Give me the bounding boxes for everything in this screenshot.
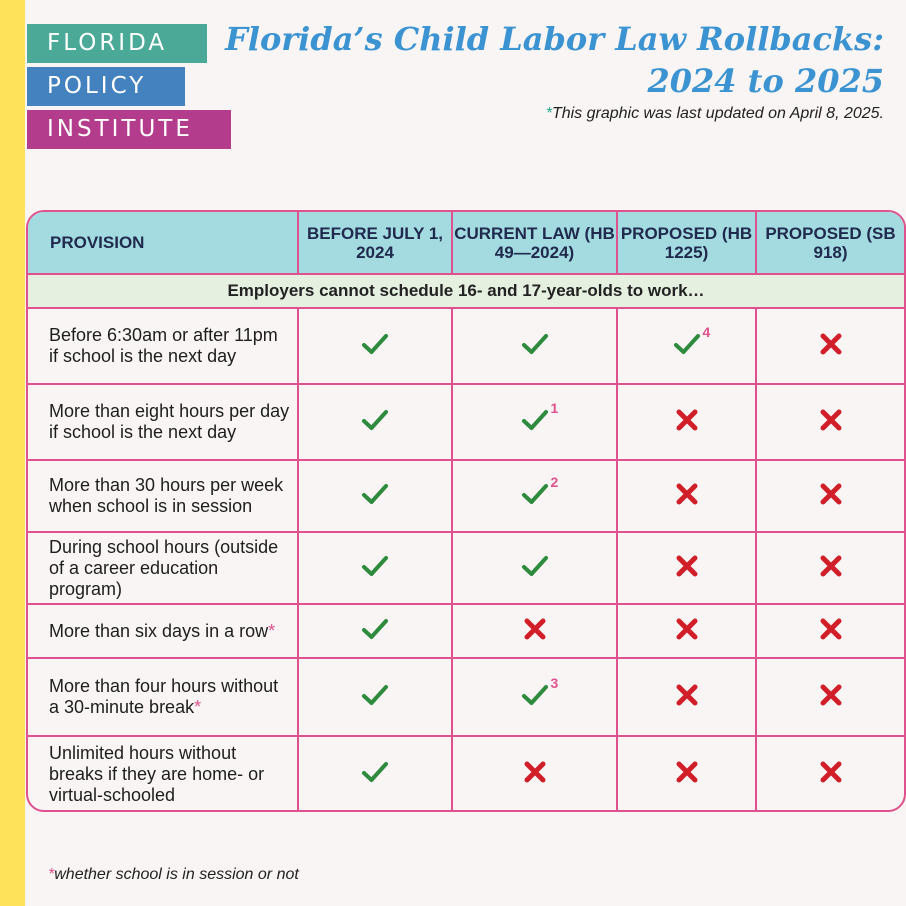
status-cell: [298, 384, 452, 460]
header-provision: PROVISION: [28, 212, 298, 274]
updated-asterisk: *: [545, 105, 552, 122]
page-title-line2: 2024 to 2025: [647, 62, 884, 100]
footnote: [48, 866, 299, 884]
footnote-asterisk-mark: *: [268, 620, 276, 641]
status-cell: [298, 736, 452, 812]
footnote-asterisk: *: [48, 866, 55, 883]
cross-icon: [819, 554, 843, 578]
provision-cell: [28, 384, 298, 460]
status-cell: [298, 658, 452, 736]
table-row: [28, 604, 904, 658]
status-cell: [617, 384, 756, 460]
provision-text: More than 30 hours per week when school is in session: [49, 475, 284, 516]
endnote-number: 4: [702, 323, 711, 340]
table-row: [28, 658, 904, 736]
rollback-table: [26, 210, 906, 812]
cross-icon: [819, 408, 843, 432]
checkmark-icon: [361, 408, 389, 432]
provision-text: More than four hours without a 30-minute break: [49, 676, 279, 717]
header-current-law: CURRENT LAW (HB 49—2024): [452, 212, 617, 274]
provision-text: During school hours (outside of a career education program): [49, 536, 279, 599]
logo-line-florida: FLORIDA: [27, 24, 207, 63]
cross-icon: [819, 482, 843, 506]
checkmark-icon: [521, 473, 559, 506]
provision-cell: [28, 460, 298, 532]
status-cell: [298, 460, 452, 532]
provision-text: Before 6:30am or after 11pm if school is the next day: [49, 325, 278, 366]
cross-icon: [819, 683, 843, 707]
provision-text: More than eight hours per day if school is the next day: [49, 401, 290, 442]
status-cell: [298, 308, 452, 384]
status-cell: [452, 384, 617, 460]
status-cell: [452, 736, 617, 812]
status-cell: [617, 604, 756, 658]
checkmark-icon: [521, 554, 549, 578]
table-row: [28, 460, 904, 532]
header-proposed-hb1225: PROPOSED (HB 1225): [617, 212, 756, 274]
status-cell: [452, 658, 617, 736]
header-proposed-sb918: PROPOSED (SB 918): [756, 212, 904, 274]
logo-line-institute: INSTITUTE: [27, 110, 231, 149]
status-cell: [756, 384, 904, 460]
checkmark-icon: [521, 332, 549, 356]
status-cell: [617, 460, 756, 532]
status-cell: [756, 532, 904, 604]
cross-icon: [675, 482, 699, 506]
page-title-line1: Florida’s Child Labor Law Rollbacks:: [225, 20, 884, 58]
cross-icon: [675, 554, 699, 578]
checkmark-icon: [521, 674, 559, 707]
table-row: [28, 308, 904, 384]
provision-text: More than six days in a row: [49, 620, 269, 641]
table-row: [28, 736, 904, 812]
cross-icon: [523, 760, 547, 784]
table-header-row: [28, 212, 904, 274]
provision-cell: [28, 736, 298, 812]
status-cell: [756, 736, 904, 812]
endnote-number: 1: [550, 399, 559, 416]
updated-text: This graphic was last updated on April 8, 2025.: [551, 105, 884, 122]
status-cell: [756, 460, 904, 532]
status-cell: [756, 658, 904, 736]
footnote-text: whether school is in session or not: [54, 866, 299, 883]
checkmark-icon: [361, 482, 389, 506]
status-cell: [452, 604, 617, 658]
table-row: [28, 384, 904, 460]
checkmark-icon: [361, 332, 389, 356]
status-cell: [452, 532, 617, 604]
last-updated-note: [546, 105, 884, 123]
checkmark-icon: [361, 760, 389, 784]
provision-cell: [28, 658, 298, 736]
cross-icon: [675, 617, 699, 641]
status-cell: [452, 460, 617, 532]
endnote-number: 2: [550, 473, 559, 490]
status-cell: [452, 308, 617, 384]
yellow-side-strip: [0, 0, 25, 906]
status-cell: [298, 604, 452, 658]
status-cell: [298, 532, 452, 604]
section-label: Employers cannot schedule 16- and 17-year-olds to work…: [28, 274, 904, 308]
checkmark-icon: [521, 399, 559, 432]
provision-cell: [28, 604, 298, 658]
cross-icon: [675, 760, 699, 784]
status-cell: [617, 736, 756, 812]
provision-text: Unlimited hours without breaks if they are home- or virtual-schooled: [49, 743, 265, 805]
checkmark-icon: [361, 554, 389, 578]
checkmark-icon: [361, 683, 389, 707]
header-before-july-2024: BEFORE JULY 1, 2024: [298, 212, 452, 274]
endnote-number: 3: [550, 674, 559, 691]
footnote-asterisk-mark: *: [194, 697, 202, 717]
provision-cell: [28, 308, 298, 384]
cross-icon: [819, 617, 843, 641]
cross-icon: [819, 332, 843, 356]
cross-icon: [523, 617, 547, 641]
status-cell: [617, 658, 756, 736]
table-row: [28, 532, 904, 604]
section-row: [28, 274, 904, 308]
logo-line-policy: POLICY: [27, 67, 185, 106]
provision-cell: [28, 532, 298, 604]
status-cell: [617, 532, 756, 604]
cross-icon: [675, 408, 699, 432]
status-cell: [617, 308, 756, 384]
checkmark-icon: [361, 617, 389, 641]
status-cell: [756, 604, 904, 658]
cross-icon: [675, 683, 699, 707]
checkmark-icon: [673, 323, 711, 356]
cross-icon: [819, 760, 843, 784]
status-cell: [756, 308, 904, 384]
